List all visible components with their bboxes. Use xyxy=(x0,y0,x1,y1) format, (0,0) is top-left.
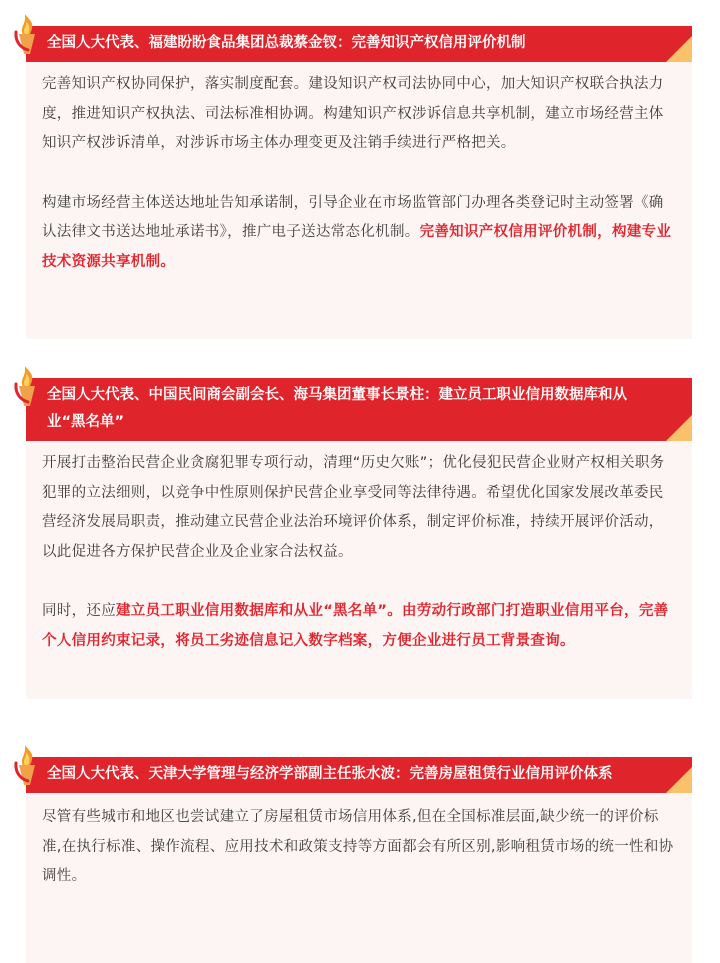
banner-fold-decoration xyxy=(666,36,692,62)
section-3-body xyxy=(26,793,692,963)
section-1-banner xyxy=(26,26,692,62)
section-3-paragraph-1: 尽管有些城市和地区也尝试建立了房屋租赁市场信用体系,但在全国标准层面,缺少统一的评价标准,在执行标准、操作流程、应用技术和政策支持等方面都会有所区别,影响租赁市场的统一性和协调性。 xyxy=(42,809,674,884)
banner-fold-decoration xyxy=(666,767,692,793)
torch-icon xyxy=(13,364,43,408)
section-2-title: 全国人大代表、中国民间商会副会长、海马集团董事长景柱：建立员工职业信用数据库和从业“黑名单” xyxy=(47,387,627,430)
section-1-paragraph-2-text: 构建市场经营主体送达地址告知承诺制，引导企业在市场监管部门办理各类登记时主动签署《确认法律文书送达地址承诺书》，推广电子送达常态化机制。 xyxy=(42,194,664,240)
section-2-banner xyxy=(26,378,692,441)
section-2-paragraph-1: 开展打击整治民营企业贪腐犯罪专项行动，清理“历史欠账”；优化侵犯民营企业财产权相关职务犯罪的立法细则，以竞争中性原则保护民营企业享受同等法律待遇。希望优化国家发展改革委民营经济发展局职责，推动建立民营企业法治环境评价体系，制定评价标准，持续开展评价活动，以此促进各方保护民营企业及企业家合法权益。 xyxy=(42,455,665,560)
section-2 xyxy=(26,378,692,699)
section-3-title: 全国人大代表、天津大学管理与经济学部副主任张水波：完善房屋租赁行业信用评价体系 xyxy=(47,766,613,782)
section-2-paragraph-2 xyxy=(42,597,676,656)
section-1-body xyxy=(26,62,692,339)
section-1-paragraph-2 xyxy=(42,189,676,278)
torch-icon xyxy=(13,12,43,56)
section-2-paragraph-2-text: 同时，还应 xyxy=(42,603,116,619)
section-2-body xyxy=(26,441,692,699)
section-1-title: 全国人大代表、福建盼盼食品集团总裁蔡金钗：完善知识产权信用评价机制 xyxy=(47,35,526,51)
section-3-banner xyxy=(26,757,692,793)
section-2-highlight: 建立员工职业信用数据库和从业“黑名单”。由劳动行政部门打造职业信用平台，完善个人信用约束记录，将员工劣迹信息记入数字档案，方便企业进行员工背景查询。 xyxy=(42,603,669,649)
banner-fold-decoration xyxy=(666,415,692,441)
section-3 xyxy=(26,757,692,963)
section-1 xyxy=(26,26,692,339)
section-1-highlight: 完善知识产权信用评价机制，构建专业技术资源共享机制。 xyxy=(42,224,672,270)
torch-icon xyxy=(13,743,43,787)
section-1-paragraph-1: 完善知识产权协同保护，落实制度配套。建设知识产权司法协同中心，加大知识产权联合执法力度，推进知识产权执法、司法标准相协调。构建知识产权涉诉信息共享机制，建立市场经营主体知识产权涉诉清单，对涉诉市场主体办理变更及注销手续进行严格把关。 xyxy=(42,76,664,151)
